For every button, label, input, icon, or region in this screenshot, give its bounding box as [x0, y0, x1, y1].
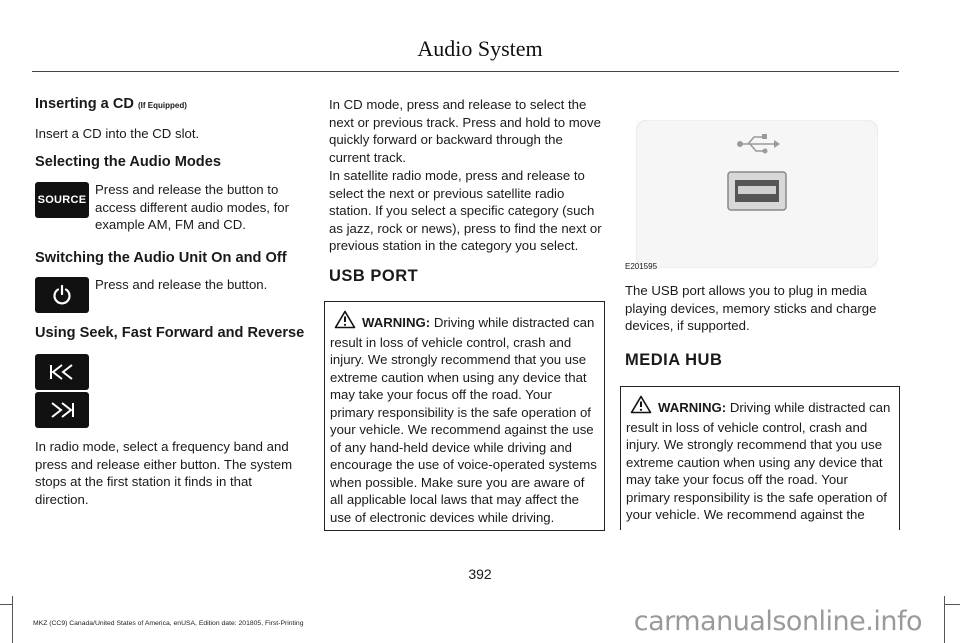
- usb-port-title: USB PORT: [329, 267, 419, 285]
- warning-label: WARNING:: [362, 315, 431, 330]
- edition-line: MKZ (CC9) Canada/United States of America, enUSA, Edition date: 201805, First-Printing: [33, 620, 304, 627]
- warning-text: Driving while distracted can result in loss of vehicle control, crash and injury. We strongly recommend that you use extreme caution when using any device that may take your focus off the road. Your primary responsibility is the safe operation of your vehicle. We recommend against the use of any hand-held device while driving and encourage the use of voice-operated systems when possible. Make sure you are aware of all applicable local laws that may affect the use of electronic devices while driving.: [330, 315, 597, 525]
- crop-mark: [945, 604, 960, 605]
- if-equipped-label: (If Equipped): [138, 101, 187, 110]
- warning-text: Driving while distracted can result in loss of vehicle control, crash and injury. We strongly recommend that you use extreme caution when using any device that may take your focus off the road. Your primary responsibility is the safe operation of your vehicle. We recommend against the: [626, 400, 891, 522]
- seek-forward-icon: [35, 392, 89, 428]
- satellite-text: In satellite radio mode, press and release to select the next or previous satellite radio station. If you select a specific category (such as jazz, rock or news), press to find the next or previous station in the category you select.: [329, 168, 602, 253]
- seek-heading: Using Seek, Fast Forward and Reverse: [35, 325, 305, 341]
- left-column: [35, 96, 307, 115]
- usb-port-text: The USB port allows you to plug in media playing devices, memory sticks and charge devices, if supported.: [625, 283, 877, 333]
- watermark: carmanualsonline.info: [633, 606, 922, 637]
- media-hub-warning-box: [620, 386, 900, 530]
- header-rule: [32, 71, 899, 72]
- power-heading: Switching the Audio Unit On and Off: [35, 250, 287, 266]
- inserting-cd-title: Inserting a CD: [35, 96, 134, 112]
- power-icon: [35, 277, 89, 313]
- image-code: E201595: [625, 262, 658, 271]
- audio-modes-text: Press and release the button to access different audio modes, for example AM, FM and CD.: [95, 182, 290, 232]
- media-hub-title: MEDIA HUB: [625, 351, 723, 369]
- seek-back-icon: [35, 354, 89, 390]
- source-button-icon: SOURCE: [35, 182, 89, 218]
- usb-warning-box: [324, 301, 605, 531]
- usb-port-image: [636, 120, 878, 268]
- warning-label: WARNING:: [658, 400, 727, 415]
- page-header-title: Audio System: [417, 36, 543, 61]
- inserting-cd-heading: [35, 96, 307, 115]
- warning-triangle-icon: [630, 395, 652, 419]
- seek-text: In radio mode, select a frequency band and press and release either button. The system stops at the first station it finds in that direction.: [35, 439, 293, 507]
- cd-mode-text: In CD mode, press and release to select the next or previous track. Press and hold to move quickly forward or backward through the current track.: [329, 97, 601, 165]
- page-number: 392: [468, 566, 492, 582]
- audio-modes-heading: Selecting the Audio Modes: [35, 154, 221, 170]
- crop-mark: [12, 596, 13, 643]
- inserting-cd-text: Insert a CD into the CD slot.: [35, 126, 200, 141]
- crop-mark: [0, 604, 12, 605]
- power-text: Press and release the button.: [95, 277, 268, 292]
- warning-triangle-icon: [334, 310, 356, 334]
